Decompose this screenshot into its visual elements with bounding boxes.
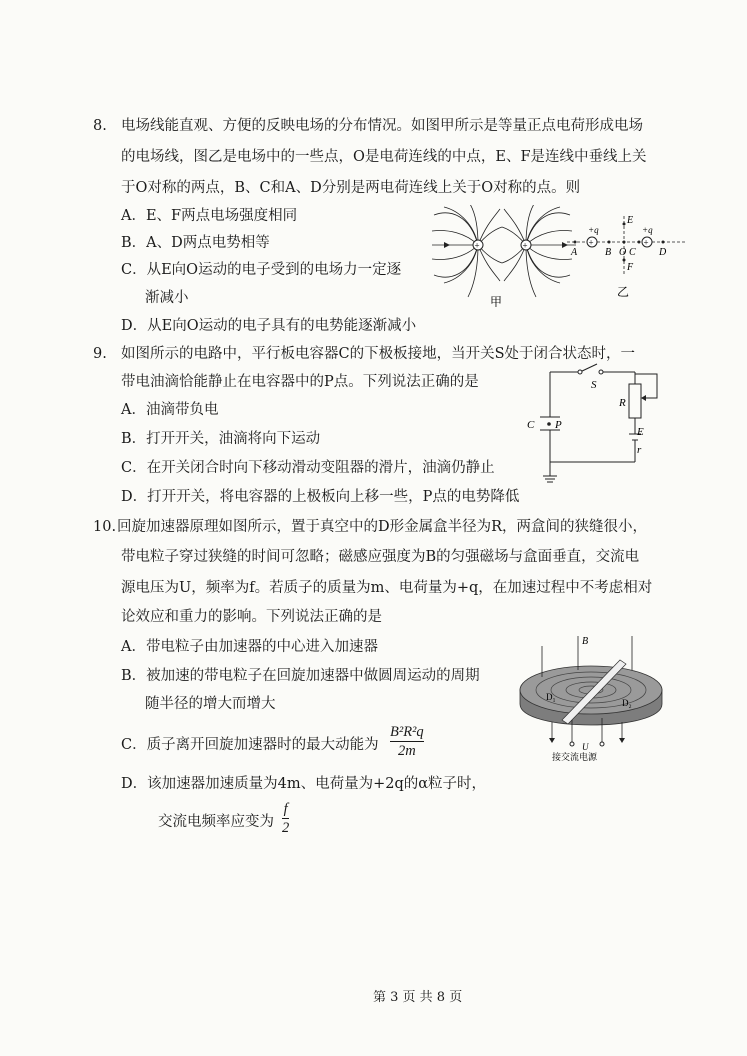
q8-label-c: C: [629, 247, 636, 258]
svg-text:+: +: [522, 240, 528, 251]
q9-label-e: E: [637, 426, 644, 438]
q10-option-b: B．被加速的带电粒子在回旋加速器中做圆周运动的周期: [121, 668, 480, 684]
q10-stem-line-3: 源电压为U，频率为f。若质子的质量为m、电荷量为+q，在加速过程中不考虑相对: [121, 580, 653, 596]
q8-label-f: F: [627, 262, 634, 273]
q10-option-d-denominator: 2: [282, 820, 290, 836]
q10-option-c-denominator: 2m: [397, 743, 416, 759]
q10-label-d1: D₁: [546, 692, 556, 702]
q8-label-b: B: [605, 247, 612, 258]
q8-figure-jia-caption: 甲: [490, 295, 503, 307]
q10-option-c-numerator: B²R²q: [390, 724, 424, 740]
q8-option-c: C．从E向O运动的电子受到的电场力一定逐: [121, 262, 402, 278]
q10-option-d-numerator: f: [283, 801, 288, 817]
q10-option-a: A．带电粒子由加速器的中心进入加速器: [121, 639, 378, 655]
q9-label-r: R: [619, 397, 626, 409]
q9-option-b: B．打开开关，油滴将向下运动: [121, 431, 321, 447]
q9-label-p: P: [555, 419, 562, 431]
q8-figure-yi: [567, 208, 687, 303]
q10-label-d2: D₂: [622, 698, 632, 708]
q8-number: 8.: [93, 118, 107, 134]
q9-option-c: C．在开关闭合时向下移动滑动变阻器的滑片，油滴仍静止: [121, 460, 495, 476]
q10-option-d: D．该加速器加速质量为4m、电荷量为+2q的α粒子时，: [121, 776, 487, 792]
svg-text:+: +: [588, 237, 594, 248]
q9-stem-line-2: 带电油滴恰能静止在电容器中的P点。下列说法正确的是: [121, 374, 479, 390]
page-footer: 第 3 页 共 8 页: [373, 990, 463, 1005]
q8-label-q2: +q: [642, 225, 653, 235]
q8-label-q1: +q: [588, 225, 599, 235]
q10-label-b: B: [582, 636, 589, 647]
q8-label-d: D: [659, 247, 667, 258]
q9-option-a: A．油滴带负电: [121, 402, 219, 418]
q9-number: 9.: [93, 346, 107, 362]
q8-label-a: A: [571, 247, 578, 258]
q8-option-b: B．A、D两点电势相等: [121, 235, 270, 251]
q9-label-c: C: [527, 419, 535, 431]
q8-stem-line-1: 电场线能直观、方便的反映电场的分布情况。如图甲所示是等量正点电荷形成电场: [121, 118, 643, 134]
q8-figure-jia: [430, 205, 580, 307]
q8-label-e: E: [627, 215, 634, 226]
q10-option-d-fraction: [282, 800, 289, 837]
q10-option-d-cont: 交流电频率应变为: [158, 814, 274, 830]
q8-option-d: D．从E向O运动的电子具有的电势能逐渐减小: [121, 318, 417, 334]
q10-option-c-fraction: [390, 723, 424, 760]
q10-stem-line-1: 回旋加速器原理如图所示，置于真空中的D形金属盒半径为R，两盒间的狭缝很小，: [117, 519, 648, 535]
q8-figure-yi-caption: 乙: [617, 285, 630, 299]
q10-label-ac-source: 接交流电源: [552, 752, 598, 762]
q8-option-a: A．E、F两点电场强度相同: [121, 208, 298, 224]
q10-option-c: C．质子离开回旋加速器时的最大动能为: [121, 737, 379, 753]
q9-label-s: S: [591, 379, 597, 391]
svg-text:+: +: [643, 237, 649, 248]
q9-circuit-figure: [525, 362, 665, 492]
q8-label-o: O: [619, 247, 627, 258]
q8-stem-line-2: 的电场线，图乙是电场中的一些点，O是电荷连线的中点，E、F是连线中垂线上关: [121, 149, 647, 165]
q10-stem-line-2: 带电粒子穿过狭缝的时间可忽略；磁感应强度为B的匀强磁场与盒面垂直，交流电: [121, 549, 640, 565]
q10-cyclotron-figure: [512, 632, 672, 762]
q9-label-r-internal: r: [637, 444, 642, 456]
q9-stem-line-1: 如图所示的电路中，平行板电容器C的下极板接地，当开关S处于闭合状态时，一: [121, 346, 636, 362]
q10-label-u: U: [582, 742, 589, 752]
q10-number: 10.: [93, 519, 117, 535]
q10-stem-line-4: 论效应和重力的影响。下列说法正确的是: [121, 609, 382, 625]
svg-text:+: +: [474, 240, 480, 251]
q8-option-c-cont: 渐减小: [145, 290, 189, 306]
q10-option-b-cont: 随半径的增大而增大: [145, 696, 276, 712]
q8-stem-line-3: 于O对称的两点，B、C和A、D分别是两电荷连线上关于O对称的点。则: [121, 180, 581, 196]
q9-option-d: D．打开开关，将电容器的上极板向上移一些，P点的电势降低: [121, 489, 520, 505]
